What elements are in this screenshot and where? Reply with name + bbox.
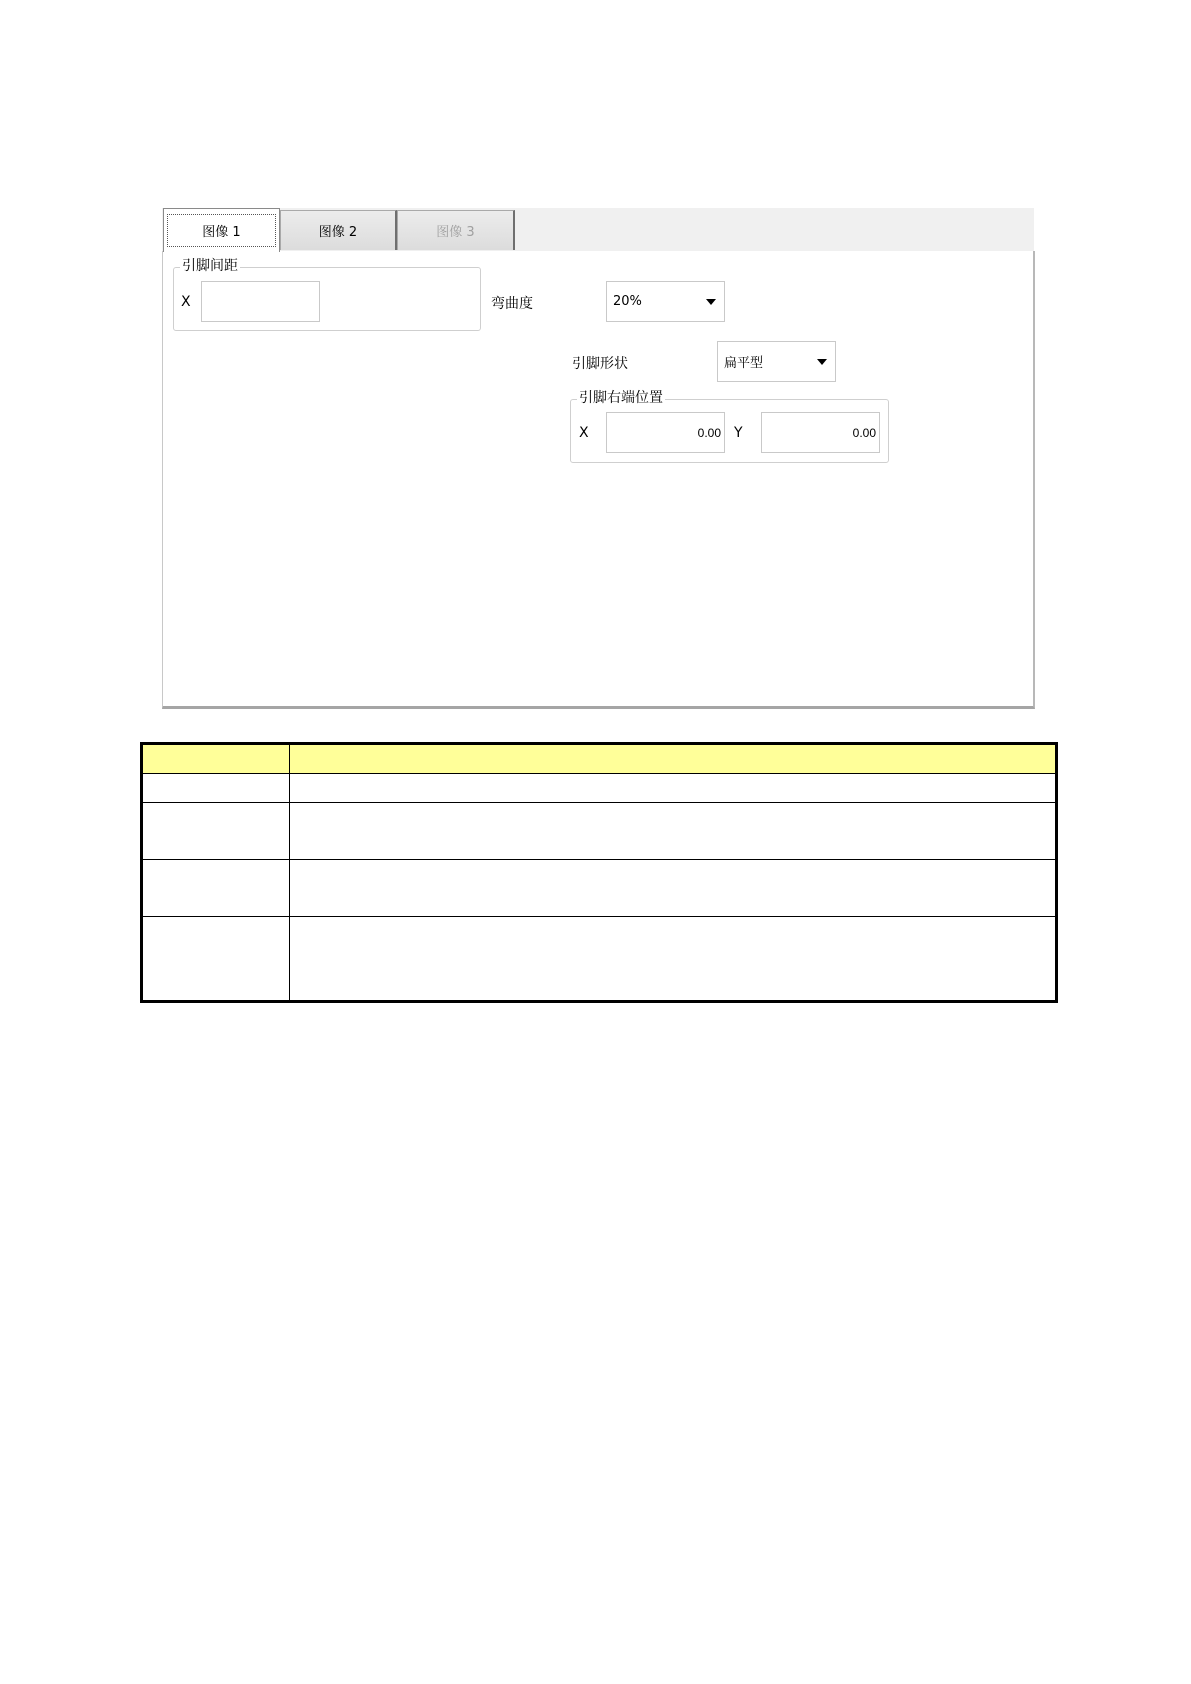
tab-image-1-label: 图像 1 xyxy=(174,221,268,240)
curvature-value: 20% xyxy=(613,294,642,309)
pin-spacing-x-label: X xyxy=(181,294,191,310)
tab-image-2-label: 图像 2 xyxy=(318,225,358,240)
pin-shape-label: 引脚形状 xyxy=(572,356,628,372)
table-cell xyxy=(142,803,290,860)
pin-right-end-x-input[interactable]: 0.00 xyxy=(606,412,725,453)
table-row xyxy=(142,774,1057,803)
pin-right-end-y-input[interactable]: 0.00 xyxy=(761,412,880,453)
pin-shape-dropdown[interactable] xyxy=(717,341,836,382)
curvature-label: 弯曲度 xyxy=(491,296,533,312)
table-cell xyxy=(142,774,290,803)
chevron-down-icon xyxy=(817,359,827,365)
table-cell xyxy=(142,860,290,917)
pin-spacing-group xyxy=(173,258,481,331)
tab-image-2[interactable] xyxy=(280,210,397,250)
tab-panel xyxy=(162,251,1035,709)
pin-right-end-legend: 引脚右端位置 xyxy=(579,390,663,406)
table-header-cell xyxy=(290,744,1057,774)
table-header-row xyxy=(142,744,1057,774)
tab-image-3 xyxy=(397,210,515,250)
description-table xyxy=(140,742,1058,1003)
tab-image-3-label: 图像 3 xyxy=(436,225,475,240)
pin-right-end-group xyxy=(570,390,889,463)
table-cell xyxy=(290,774,1057,803)
table-cell xyxy=(290,860,1057,917)
table-header-cell xyxy=(142,744,290,774)
chevron-down-icon xyxy=(706,299,716,305)
tab-strip xyxy=(162,208,1034,252)
pin-shape-value: 扁平型 xyxy=(724,356,764,371)
tab-image-1[interactable] xyxy=(163,208,280,252)
table-cell xyxy=(290,917,1057,1002)
pin-spacing-legend: 引脚间距 xyxy=(182,258,238,274)
table-row xyxy=(142,917,1057,1002)
table-row xyxy=(142,860,1057,917)
table-cell xyxy=(142,917,290,1002)
pin-right-end-x-label: X xyxy=(579,425,589,441)
pin-spacing-x-input[interactable] xyxy=(201,281,320,322)
table-cell xyxy=(290,803,1057,860)
table-row xyxy=(142,803,1057,860)
curvature-dropdown[interactable] xyxy=(606,281,725,322)
pin-right-end-y-label: Y xyxy=(734,425,743,441)
